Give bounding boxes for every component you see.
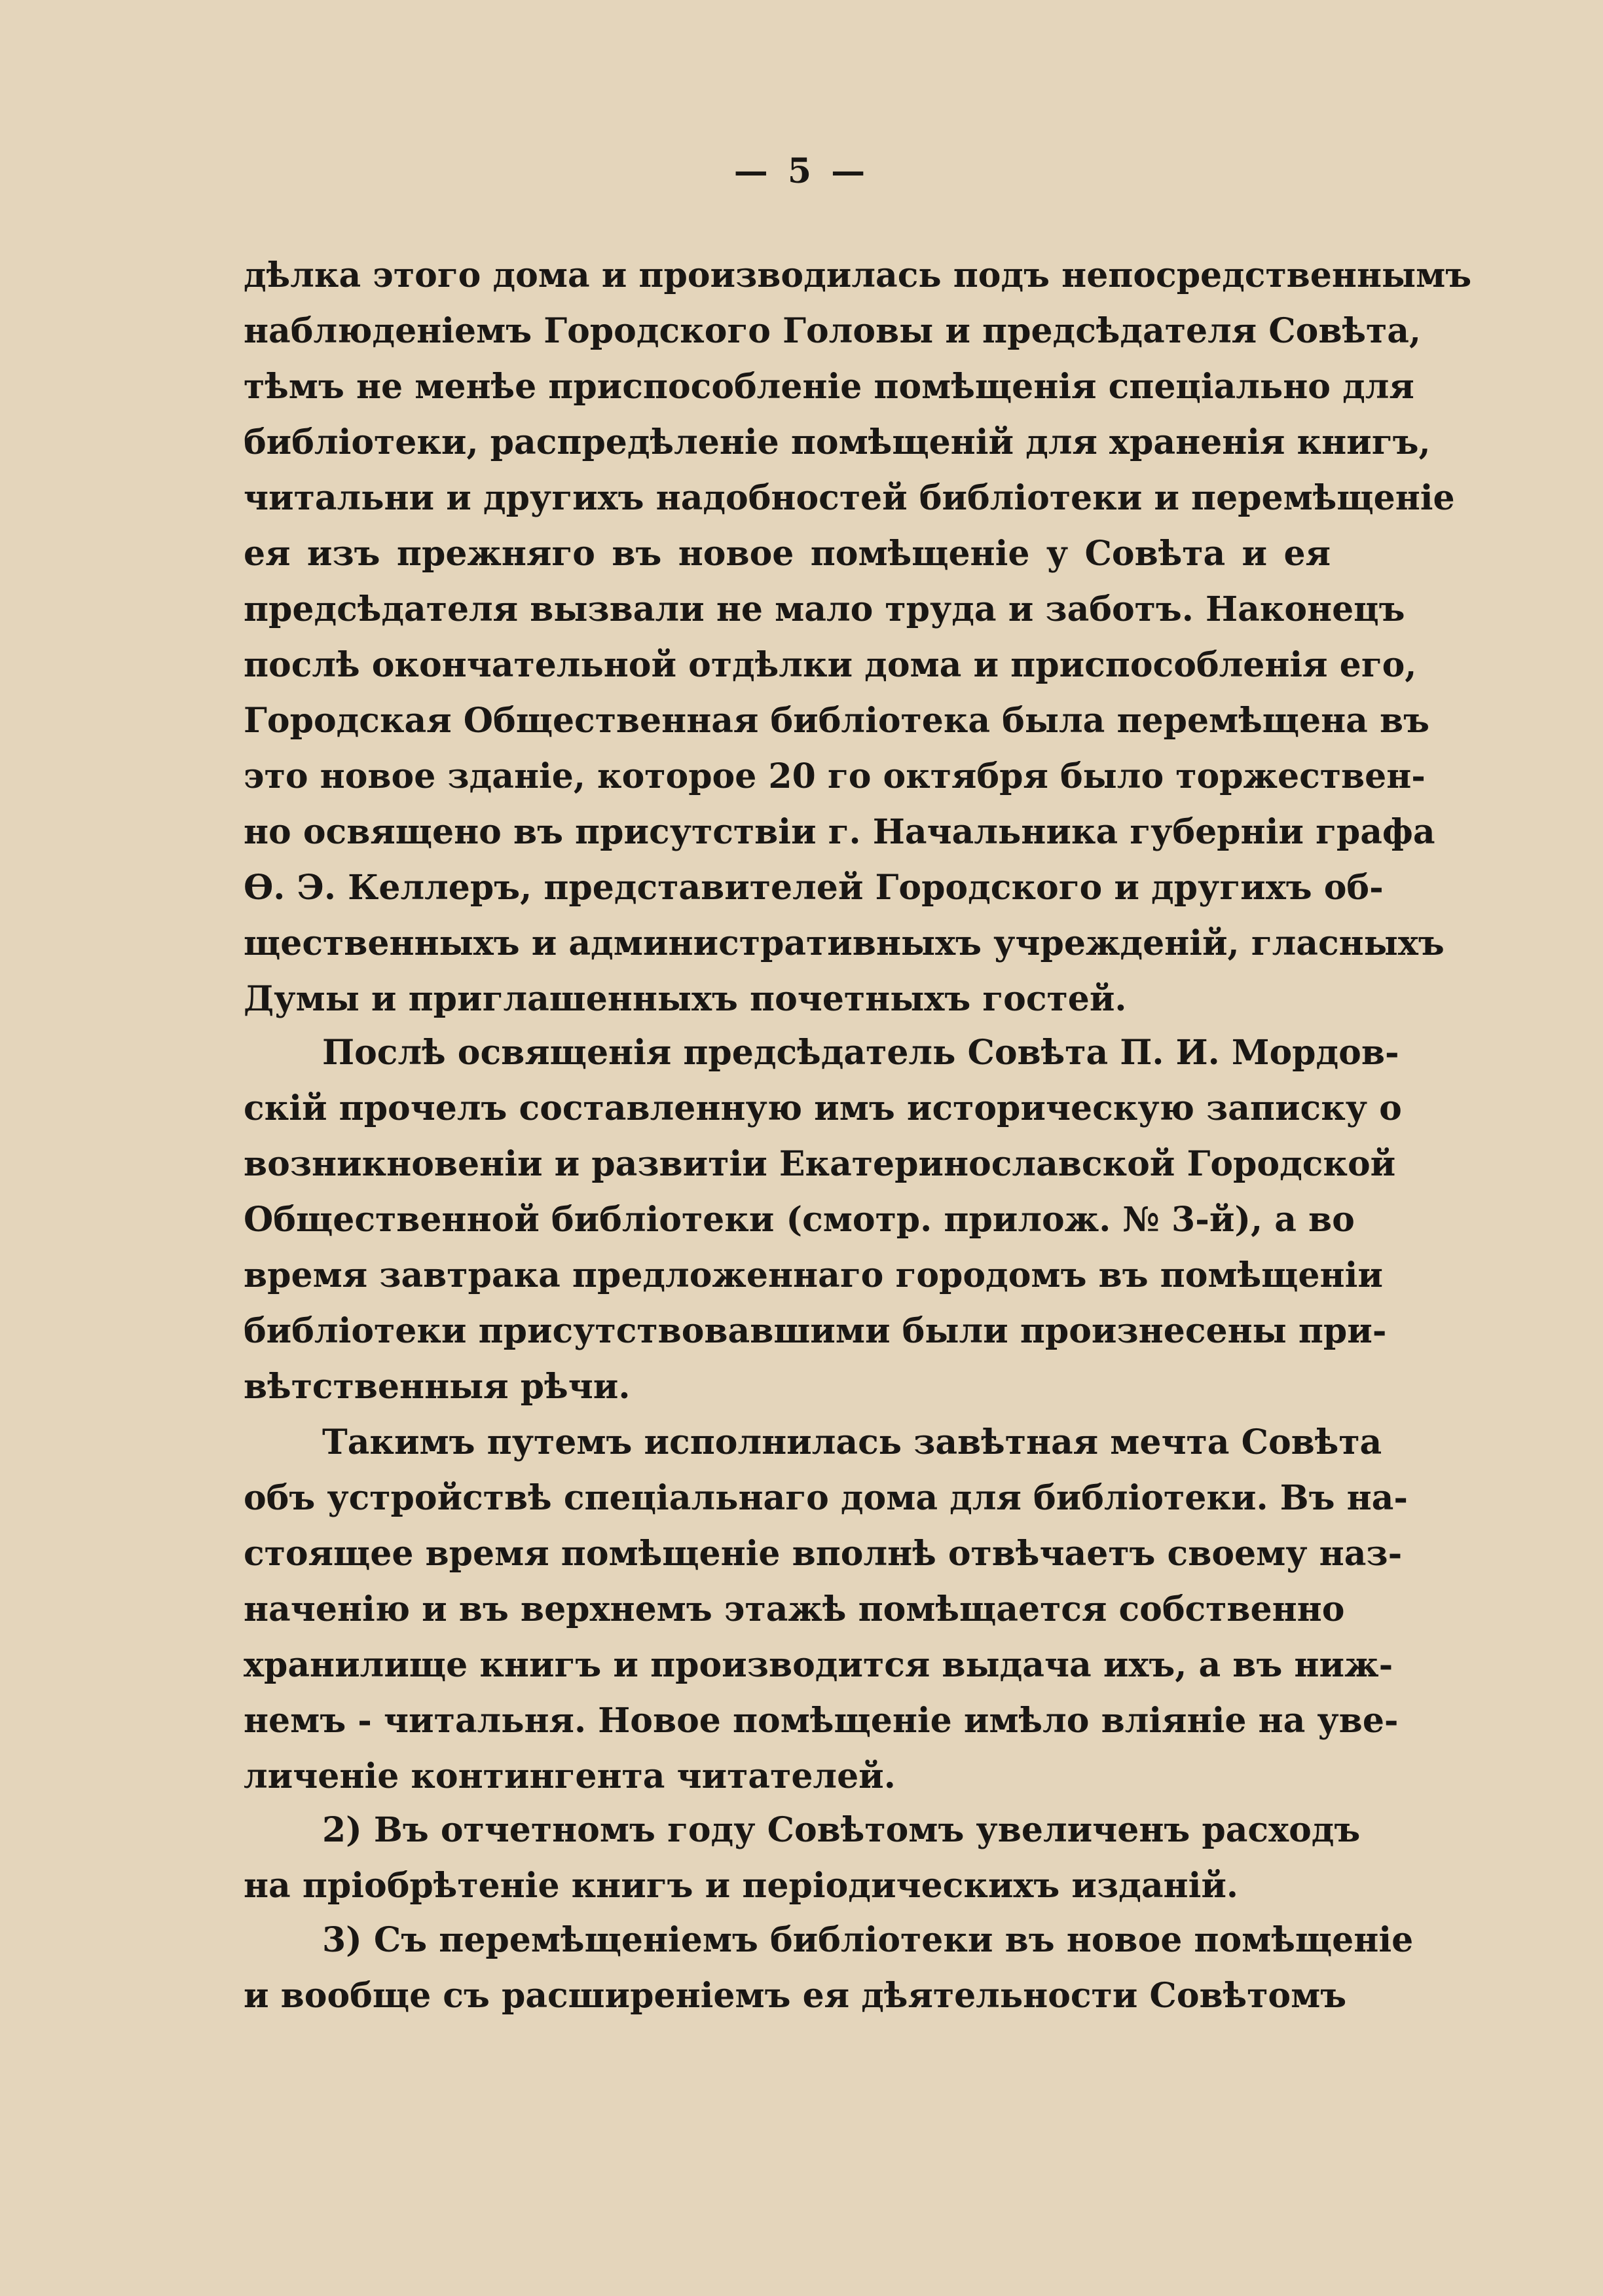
text-line: и вообще съ расширеніемъ ея дѣятельности Совѣтомъ	[244, 1976, 1347, 2016]
paragraph-2	[244, 1025, 1402, 1415]
text-line: 3) Съ перемѣщеніемъ библіотеки въ новое помѣщеніе	[322, 1920, 1414, 1960]
text-line: наблюденіемъ Городского Головы и предсѣдателя Совѣта,	[244, 311, 1422, 351]
text-line: немъ - читальня. Новое помѣщеніе имѣло вліяніе на уве-	[244, 1701, 1399, 1741]
text-line: скій прочелъ составленную имъ историческую записку о	[244, 1088, 1402, 1128]
text-line: Такимъ путемъ исполнилась завѣтная мечта Совѣта	[322, 1422, 1382, 1462]
text-line: вѣтственныя рѣчи.	[244, 1367, 631, 1407]
text-line: дѣлка этого дома и производилась подъ непосредственнымъ	[244, 255, 1472, 295]
text-line: но освящено въ присутствіи г. Начальника губерніи графа	[244, 812, 1435, 852]
text-line: объ устройствѣ спеціальнаго дома для библіотеки. Въ на-	[244, 1478, 1408, 1518]
text-line: на пріобрѣтеніе книгъ и періодическихъ изданій.	[244, 1866, 1239, 1906]
text-line: 2) Въ отчетномъ году Совѣтомъ увеличенъ расходъ	[322, 1810, 1361, 1850]
page-number: — 5 —	[733, 151, 870, 191]
text-line: хранилище книгъ и производится выдача ихъ, а въ ниж-	[244, 1645, 1393, 1685]
text-line: личеніе контингента читателей.	[244, 1756, 896, 1796]
paragraph-5	[244, 1912, 1414, 2024]
text-line: Ѳ. Э. Келлеръ, представителей Городского и другихъ об-	[244, 868, 1384, 908]
paragraph-4	[244, 1802, 1361, 1914]
text-line: щественныхъ и административныхъ учрежденій, гласныхъ	[244, 923, 1445, 963]
text-line: стоящее время помѣщеніе вполнѣ отвѣчаетъ своему наз-	[244, 1534, 1403, 1574]
text-line: Общественной библіотеки (смотр. прилож. № 3-й), а во	[244, 1200, 1355, 1240]
text-line: Думы и приглашенныхъ почетныхъ гостей.	[244, 979, 1127, 1019]
text-line: время завтрака предложеннаго городомъ въ помѣщеніи	[244, 1255, 1383, 1295]
text-line: тѣмъ не менѣе приспособленіе помѣщенія спеціально для	[244, 367, 1414, 407]
text-line: библіотеки, распредѣленіе помѣщеній для храненія книгъ,	[244, 422, 1431, 462]
text-line: Послѣ освященія предсѣдатель Совѣта П. И. Мордов-	[322, 1033, 1399, 1073]
text-line: Городская Общественная библіотека была перемѣщена въ	[244, 701, 1429, 741]
text-line: ея изъ прежняго въ новое помѣщеніе у Совѣта и ея	[244, 534, 1331, 574]
paragraph-3	[244, 1415, 1408, 1804]
text-line: предсѣдателя вызвали не мало труда и заботъ. Наконецъ	[244, 589, 1405, 629]
text-line: это новое зданіе, которое 20 го октября было торжествен-	[244, 756, 1426, 796]
text-line: читальни и другихъ надобностей библіотеки и перемѣщеніе	[244, 478, 1455, 518]
paragraph-1	[244, 248, 1472, 1027]
text-line: библіотеки присутствовавшими были произнесены при-	[244, 1311, 1387, 1351]
text-line: возникновеніи и развитіи Екатеринославской Городской	[244, 1144, 1396, 1184]
text-line: послѣ окончательной отдѣлки дома и приспособленія его,	[244, 645, 1417, 685]
text-line: наченію и въ верхнемъ этажѣ помѣщается собственно	[244, 1589, 1345, 1629]
